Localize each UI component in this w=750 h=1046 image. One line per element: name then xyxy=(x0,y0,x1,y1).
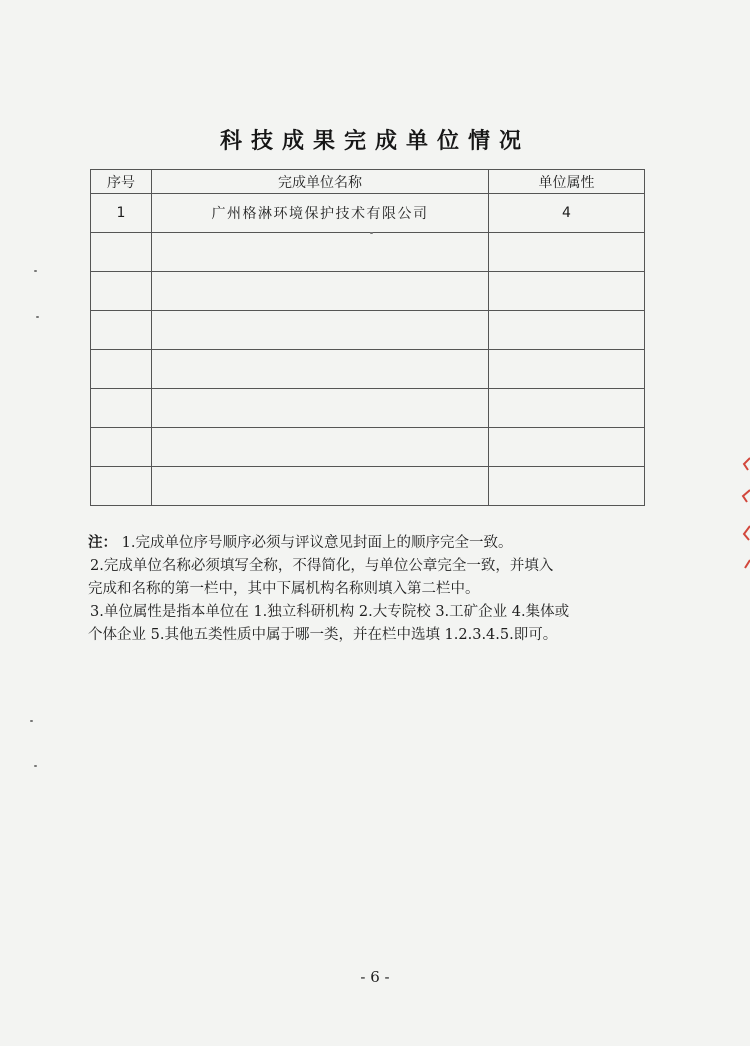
scan-speck xyxy=(36,316,39,318)
table-row-empty xyxy=(91,467,645,506)
header-serial-number: 序号 xyxy=(91,170,152,194)
note-3a: 3.单位属性是指本单位在 1.独立科研机构 2.大专院校 3.工矿企业 4.集体或 xyxy=(90,604,570,620)
scan-speck xyxy=(370,232,373,234)
table-row xyxy=(91,194,645,233)
table-row-empty xyxy=(91,233,645,272)
table-row-empty xyxy=(91,350,645,389)
table-row-empty xyxy=(91,272,645,311)
note-2b: 完成和名称的第一栏中，其中下属机构名称则填入第二栏中。 xyxy=(88,581,480,597)
page-number: - 6 - xyxy=(360,968,390,986)
table-header-row xyxy=(91,170,645,194)
seal-edge-mark xyxy=(738,450,750,580)
completion-units-table xyxy=(90,169,645,506)
scan-speck xyxy=(30,720,33,722)
page-title: 科技成果完成单位情况 xyxy=(219,128,530,154)
scan-speck xyxy=(34,765,37,767)
notes-section xyxy=(88,531,658,647)
cell-unit-attribute: 4 xyxy=(489,194,645,233)
table-row-empty xyxy=(91,428,645,467)
note-1: 注： 1.完成单位序号顺序必须与评议意见封面上的顺序完全一致。 xyxy=(88,534,513,551)
note-2a: 2.完成单位名称必须填写全称，不得简化，与单位公章完全一致，并填入 xyxy=(90,558,554,574)
notes-prefix: 注： xyxy=(88,534,117,551)
scan-speck xyxy=(34,270,37,272)
header-unit-name: 完成单位名称 xyxy=(152,170,489,194)
table-row-empty xyxy=(91,389,645,428)
header-unit-attribute: 单位属性 xyxy=(489,170,645,194)
cell-unit-name: 广州格淋环境保护技术有限公司 xyxy=(152,194,489,233)
note-3b: 个体企业 5.其他五类性质中属于哪一类，并在栏中选填 1.2.3.4.5.即可。 xyxy=(88,627,558,643)
table-row-empty xyxy=(91,311,645,350)
cell-serial-number: 1 xyxy=(91,194,152,233)
